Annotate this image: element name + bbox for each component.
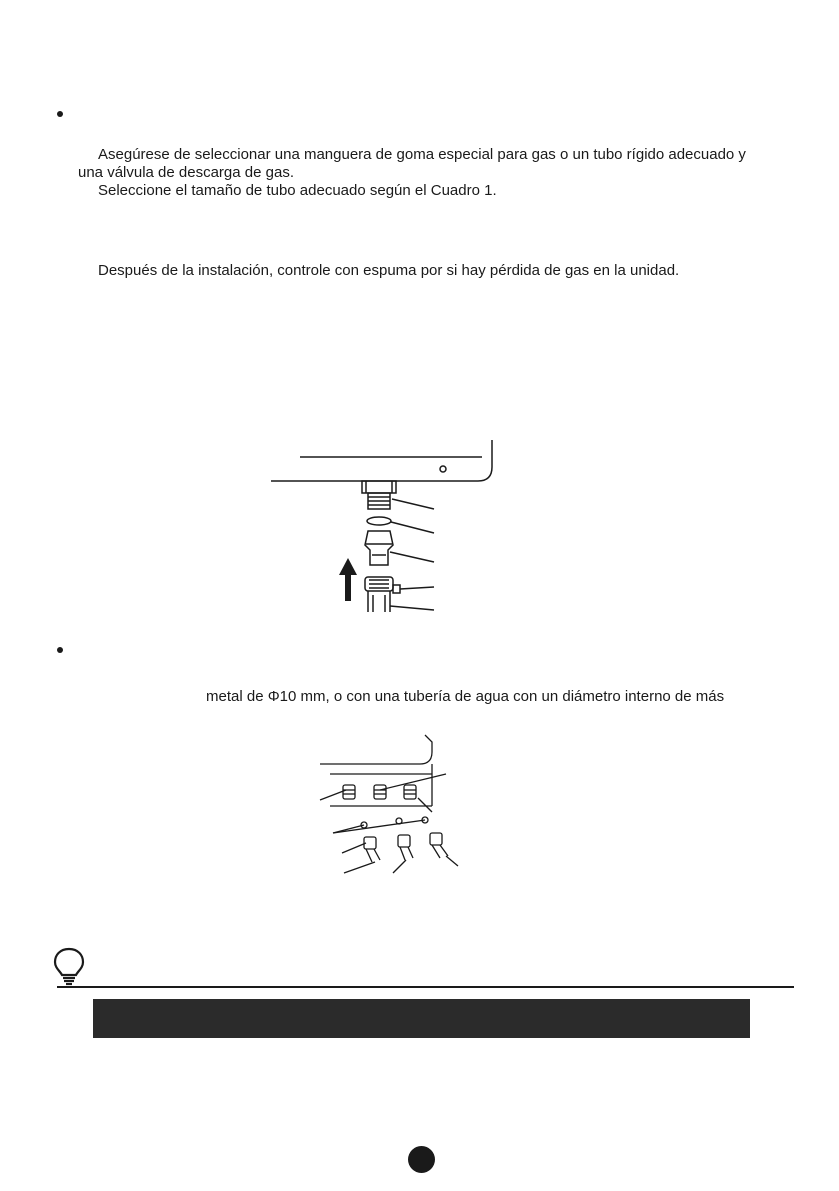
water-appliance-outline [320,735,432,764]
fitting-right [404,785,416,799]
gas-text-line-1: Asegúrese de seleccionar una manguera de goma especial para gas o un tubo rígido adecuado y [98,146,746,163]
water-leader-3 [418,798,432,812]
gas-text-line-2: una válvula de descarga de gas. [78,164,294,181]
gas-text-line-4: Después de la instalación, controle con espuma por si hay pérdida de gas en la unidad. [98,262,680,279]
section-divider [57,986,794,988]
water-pipe-left [364,837,380,862]
lightbulb-icon [52,946,86,986]
water-leader-1 [320,790,346,800]
water-leader-6 [344,862,375,873]
water-leader-2 [380,774,446,790]
section-banner [93,999,750,1038]
water-leader-5 [342,843,366,853]
water-pipe-right [430,833,448,858]
fitting-middle [374,785,386,799]
water-leader-7 [393,860,406,873]
gas-text-line-3: Seleccione el tamaño de tubo adecuado según el Cuadro 1. [98,182,497,199]
water-text-line-1: metal de Φ10 mm, o con una tubería de agua con un diámetro interno de más [206,688,725,705]
water-pipe-middle [398,835,413,860]
fitting-left [343,785,355,799]
page-number-badge [408,1146,435,1173]
water-leader-4b [333,820,425,833]
water-leader-8 [446,856,458,866]
